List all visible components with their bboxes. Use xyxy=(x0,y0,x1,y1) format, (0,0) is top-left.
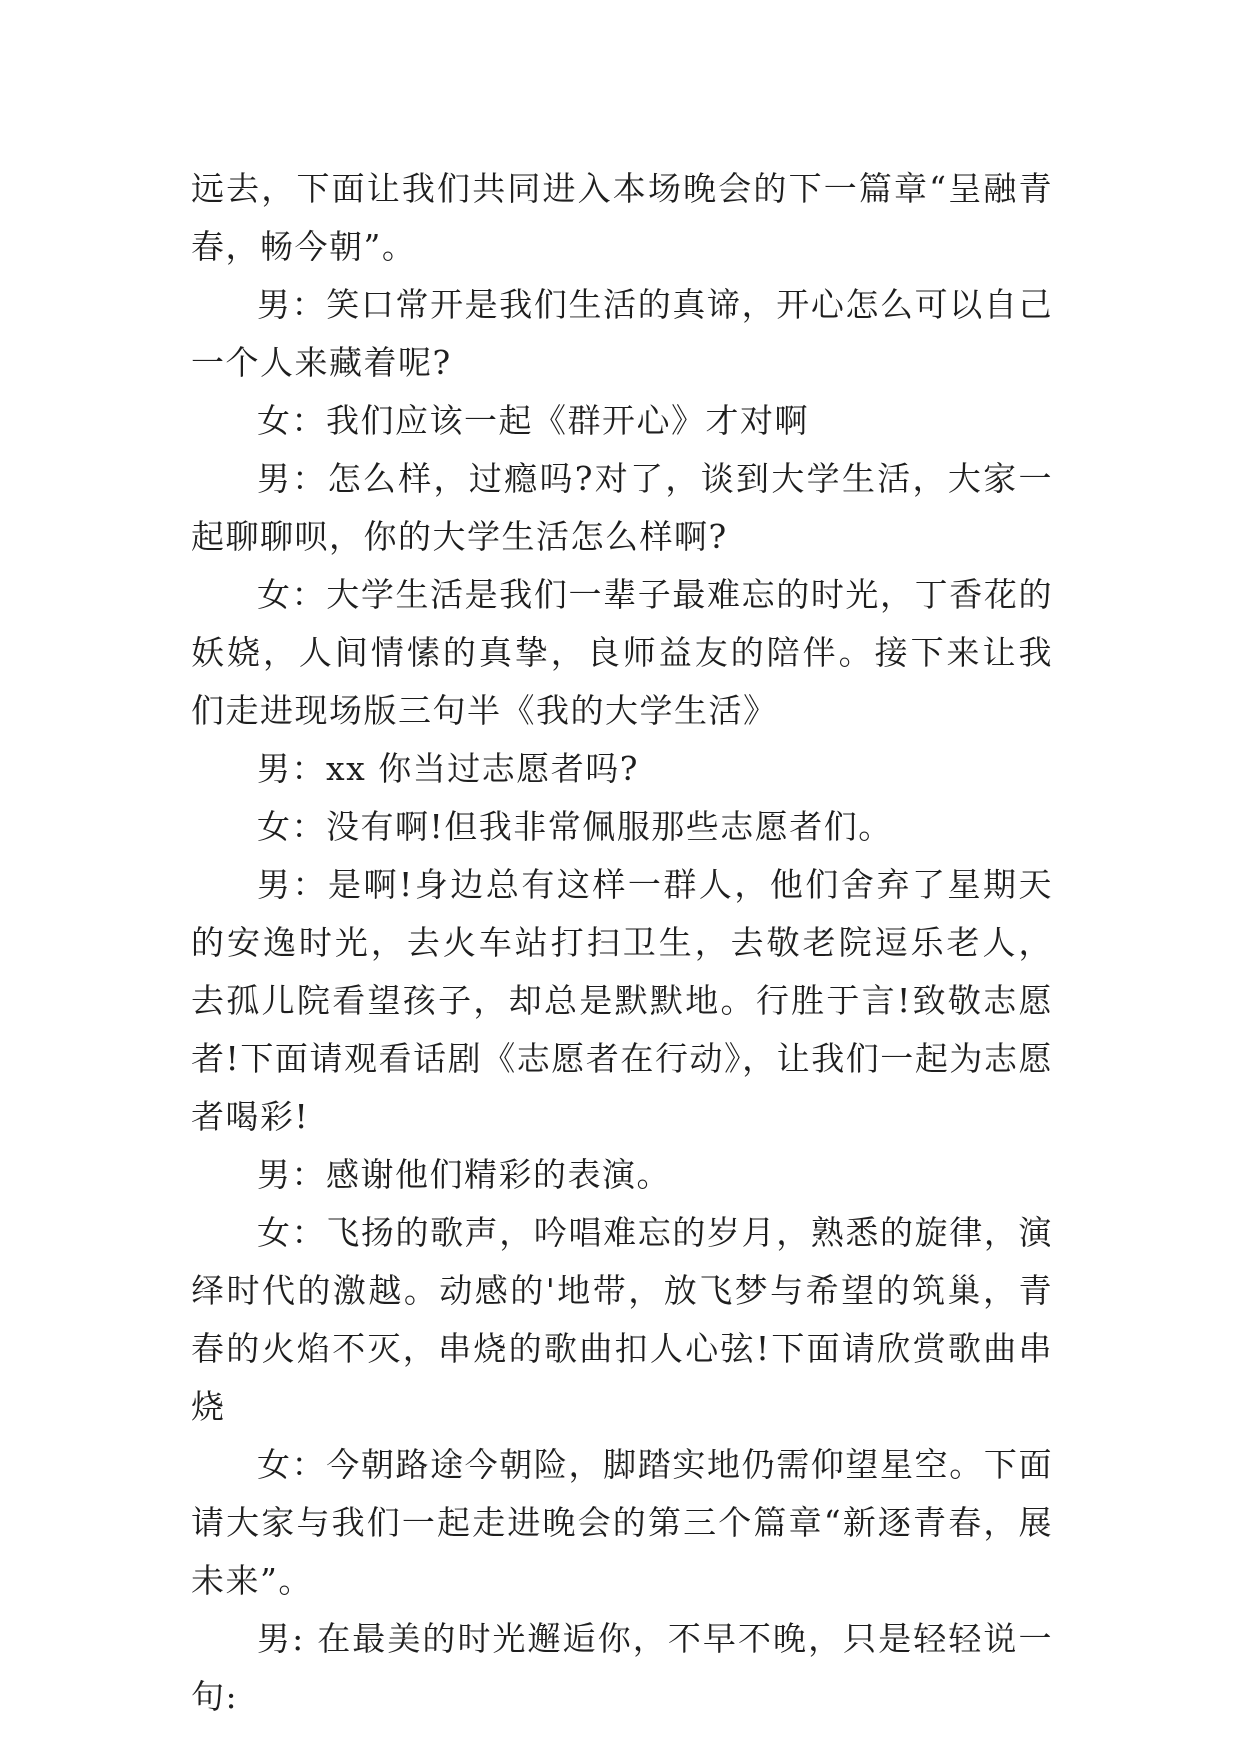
paragraph: 男：感谢他们精彩的表演。 xyxy=(257,1155,671,1194)
paragraph: 男：是啊!身边总有这样一群人，他们舍弃了星期天的安逸时光，去火车站打扫卫生，去敬老院逗乐老人，去孤儿院看望孩子，却总是默默地。行胜于言!致敬志愿者!下面请观看话剧《志愿者在行动》，让我们一起为志愿者喝彩! xyxy=(191,865,1053,1136)
paragraph: 女：我们应该一起《群开心》才对啊 xyxy=(257,401,809,440)
paragraph: 男：笑口常开是我们生活的真谛，开心怎么可以自己一个人来藏着呢? xyxy=(191,285,1053,382)
paragraph: 男: 在最美的时光邂逅你，不早不晚，只是轻轻说一句: xyxy=(191,1619,1053,1716)
paragraph: 男：怎么样，过瘾吗?对了，谈到大学生活，大家一起聊聊呗，你的大学生活怎么样啊? xyxy=(191,459,1053,556)
paragraph: 女：大学生活是我们一辈子最难忘的时光，丁香花的妖娆，人间情愫的真挚，良师益友的陪伴。接下来让我们走进现场版三句半《我的大学生活》 xyxy=(191,575,1053,730)
paragraph: 女：飞扬的歌声，吟唱难忘的岁月，熟悉的旋律，演绎时代的激越。动感的'地带，放飞梦与希望的筑巢，青春的火焰不灭，串烧的歌曲扣人心弦!下面请欣赏歌曲串烧 xyxy=(191,1213,1053,1426)
paragraph: 远去，下面让我们共同进入本场晚会的下一篇章“呈融青春，畅今朝”。 xyxy=(191,169,1053,266)
document-body xyxy=(191,160,1053,1726)
paragraph: 男：xx 你当过志愿者吗? xyxy=(257,749,639,788)
paragraph: 女：没有啊!但我非常佩服那些志愿者们。 xyxy=(257,807,893,846)
paragraph: 女：今朝路途今朝险，脚踏实地仍需仰望星空。下面请大家与我们一起走进晚会的第三个篇章“新逐青春，展未来”。 xyxy=(191,1445,1053,1600)
